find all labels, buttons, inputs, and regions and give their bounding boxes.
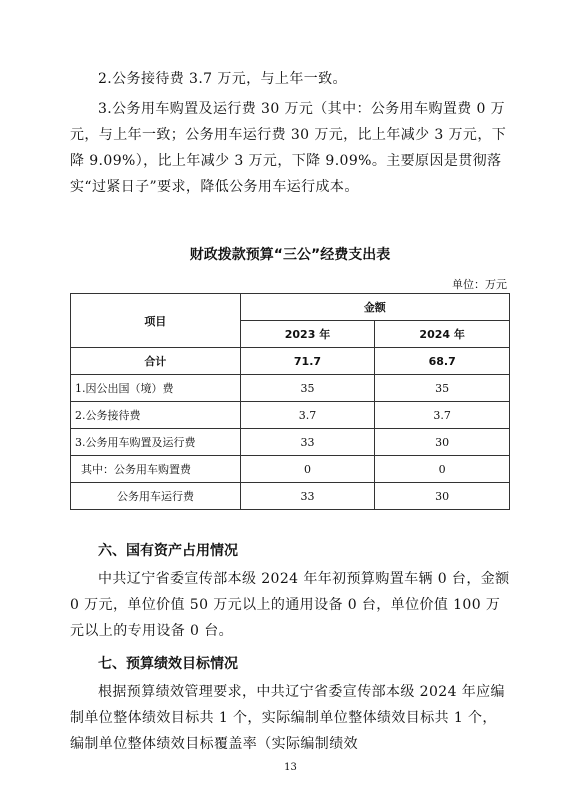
page-number: 13 <box>284 762 297 773</box>
table-row <box>71 402 510 429</box>
section-heading-performance: 七、预算绩效目标情况 <box>98 656 238 672</box>
row-label: 其中：公务用车购置费 <box>71 456 241 483</box>
header-year-2024: 2024 年 <box>375 321 510 348</box>
header-item: 项目 <box>71 294 241 348</box>
cell-2023: 0 <box>240 456 375 483</box>
cell-2024: 3.7 <box>375 402 510 429</box>
paragraph-reception-fee: 2.公务接待费 3.7 万元，与上年一致。 <box>98 71 347 87</box>
table-row <box>71 429 510 456</box>
cell-2023: 33 <box>240 483 375 510</box>
row-label: 合计 <box>71 348 241 375</box>
table-row <box>71 483 510 510</box>
cell-2024: 0 <box>375 456 510 483</box>
section-heading-assets: 六、国有资产占用情况 <box>98 543 238 559</box>
paragraph-vehicle-fee: 3.公务用车购置及运行费 30 万元（其中：公务用车购置费 0 万元，与上年一致；公务用车运行费 30 万元，比上年减少 3 万元，下降 9.09%），比上年减少 3 万元，下降 9.09%。主要原因是贯彻落实“过紧日子”要求，降低公务用车运行成本。 <box>70 101 507 195</box>
row-label: 3.公务用车购置及运行费 <box>71 429 241 456</box>
table-title: 财政拨款预算“三公”经费支出表 <box>189 247 391 263</box>
cell-2023: 35 <box>240 375 375 402</box>
table-row <box>71 456 510 483</box>
cell-2024: 30 <box>375 483 510 510</box>
header-year-2023: 2023 年 <box>240 321 375 348</box>
table-unit: 单位：万元 <box>452 278 507 291</box>
table-row <box>71 375 510 402</box>
row-label: 公务用车运行费 <box>71 483 241 510</box>
header-amount: 金额 <box>240 294 509 321</box>
cell-2023: 71.7 <box>240 348 375 375</box>
row-label: 2.公务接待费 <box>71 402 241 429</box>
cell-2024: 30 <box>375 429 510 456</box>
row-label: 1.因公出国（境）费 <box>71 375 241 402</box>
paragraph-performance: 根据预算绩效管理要求，中共辽宁省委宣传部本级 2024 年应编制单位整体绩效目标共 1 个，实际编制单位整体绩效目标共 1 个，编制单位整体绩效目标覆盖率（实际编制绩效 <box>70 684 505 752</box>
table-row-total <box>71 348 510 375</box>
cell-2023: 3.7 <box>240 402 375 429</box>
cell-2024: 68.7 <box>375 348 510 375</box>
three-public-expense-table <box>70 293 510 510</box>
cell-2024: 35 <box>375 375 510 402</box>
cell-2023: 33 <box>240 429 375 456</box>
paragraph-assets: 中共辽宁省委宣传部本级 2024 年年初预算购置车辆 0 台，金额 0 万元，单位价值 50 万元以上的通用设备 0 台，单位价值 100 万元以上的专用设备 0 台。 <box>70 571 510 639</box>
